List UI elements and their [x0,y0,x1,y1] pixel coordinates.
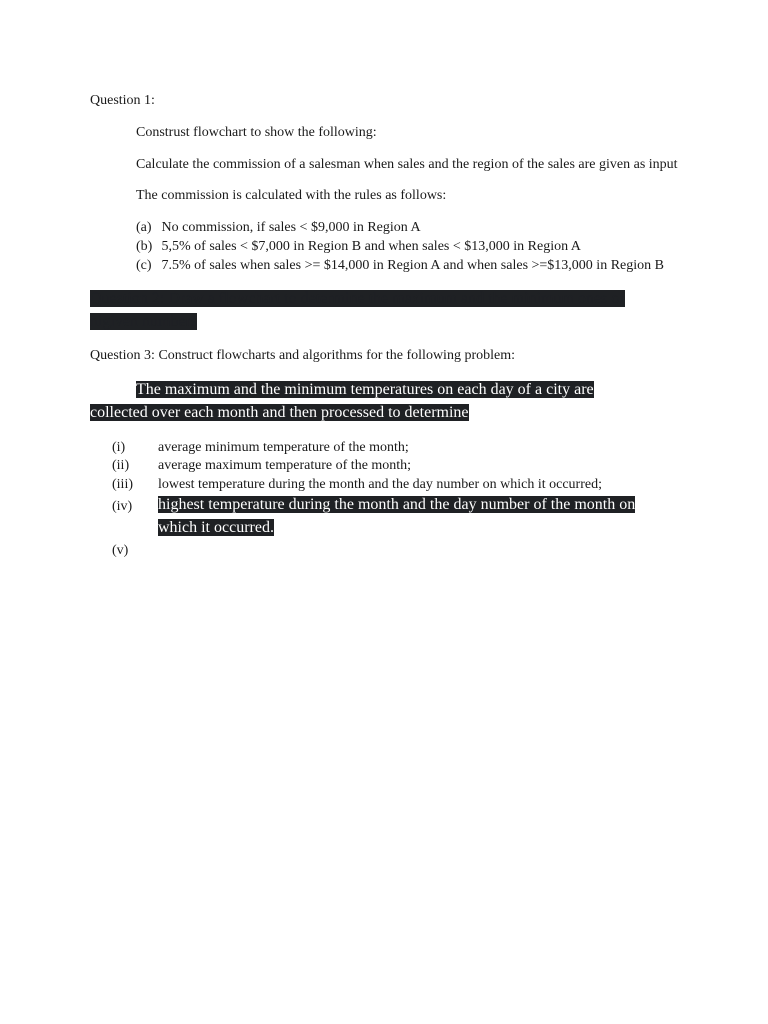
list-item-iv-line-1 [158,494,635,516]
list-item-iv-text-continued: which it occurred. [158,519,274,536]
question-3-heading: Question 3: Construct flowcharts and algorithms for the following problem: [90,348,515,363]
question-3-paragraph-text: The maximum and the minimum temperatures on each day of a city are [136,381,594,398]
rule-text: No commission, if sales < $9,000 in Region A [161,220,421,235]
list-marker-i: (i) [112,440,126,455]
question-3-paragraph-text-continued: collected over each month and then processed to determine [90,404,469,421]
question-2-text-continued: nigiven numbers [90,313,198,330]
question-1-heading: Question 1: [90,93,155,108]
question-1-intro: Construst flowchart to show the following: [136,125,377,140]
question-1-task: Calculate the commission of a salesman when sales and the region of the sales are given as input [136,157,678,172]
rule-text: 7.5% of sales when sales >= $14,000 in Region A and when sales >=$13,000 in Region B [161,258,664,273]
question-3-paragraph-line-2 [90,402,469,424]
list-item-iv-line-2 [158,517,274,539]
question-2-text: Question 2: Draw a flowchart to determine the maximum and the minimum ones of [90,290,625,307]
list-item-iv-text: highest temperature during the month and the day number of the month on [158,496,636,513]
rule-marker: (a) [136,220,152,235]
question-2-line-2 [90,311,197,333]
rule-item-a [136,219,421,237]
list-item-i: average minimum temperature of the month; [158,440,409,455]
rule-item-b [136,238,581,256]
list-marker-iii: (iii) [112,477,133,492]
rule-item-c [136,257,664,275]
list-item-ii: average maximum temperature of the month; [158,458,412,473]
list-marker-v: (v) [112,543,129,558]
list-item-iii: lowest temperature during the month and the day number on which it occurred; [158,477,602,492]
question-3-paragraph-line-1 [136,379,594,401]
rule-marker: (c) [136,258,152,273]
list-marker-iv: (iv) [112,499,133,514]
question-2-line-1 [90,288,625,310]
list-marker-ii: (ii) [112,458,130,473]
rule-text: 5,5% of sales < $7,000 in Region B and when sales < $13,000 in Region A [161,239,581,254]
question-1-rules-intro: The commission is calculated with the rules as follows: [136,188,447,203]
rule-marker: (b) [136,239,153,254]
